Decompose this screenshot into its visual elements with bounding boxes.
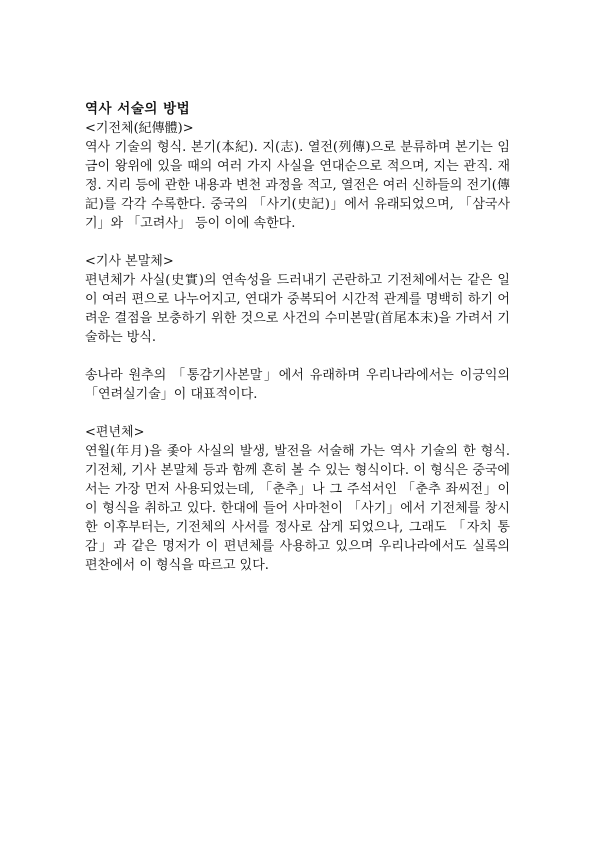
section-paragraph: 편년체가 사실(史實)의 연속성을 드러내기 곤란하고 기전체에서는 같은 일이 여러 편으로 나누어지고, 연대가 중복되어 시간적 관계를 명백히 하기 어려운 결점을 보충하기 위한 것으로 사건의 수미본말(首尾本末)을 가려서 기술하는 방식.: [85, 273, 510, 345]
section-gisa-bonmalche: [85, 252, 510, 404]
section-heading: <편년체>: [85, 425, 145, 440]
section-paragraph: 송나라 원추의 「통감기사본말」에서 유래하며 우리나라에서는 이긍익의 「연려실기술」이 대표적이다.: [85, 368, 510, 402]
section-heading: <기사 본말체>: [85, 254, 174, 269]
section-gijeonche: [85, 119, 510, 233]
section-heading: <기전체(紀傳體)>: [85, 121, 194, 136]
spacer: [85, 347, 510, 366]
spacer: [85, 233, 510, 252]
document-page: [85, 100, 510, 575]
spacer: [85, 404, 510, 423]
section-paragraph: 연월(年月)을 좇아 사실의 발생, 발전을 서술해 가는 역사 기술의 한 형식. 기전체, 기사 본말체 등과 함께 흔히 볼 수 있는 형식이다. 이 형식은 중국에서는 가장 먼저 사용되었는데, 「춘추」나 그 주석서인 「춘추 좌씨전」이 이 형식을 취하고 있다. 한대에 들어 사마천이 「사기」에서 기전체를 창시한 이후부터는, 기전체의 사서를 정사로 삼게 되었으나, 그래도 「자치 통감」과 같은 명저가 이 편년체를 사용하고 있으며 우리나라에서도 실록의 편찬에서 이 형식을 따르고 있다.: [85, 444, 510, 573]
section-paragraph: 역사 기술의 형식. 본기(本紀). 지(志). 열전(列傳)으로 분류하며 본기는 임금이 왕위에 있을 때의 여러 가지 사실을 연대순으로 적으며, 지는 관직. 재정. 지리 등에 관한 내용과 변천 과정을 적고, 열전은 여러 신하들의 전기(傳記)를 각각 수록한다. 중국의 「사기(史記)」에서 유래되었으며, 「삼국사기」와 「고려사」 등이 이에 속한다.: [85, 140, 510, 231]
document-title: 역사 서술의 방법: [85, 101, 191, 117]
section-pyeonnyeonche: [85, 423, 510, 575]
